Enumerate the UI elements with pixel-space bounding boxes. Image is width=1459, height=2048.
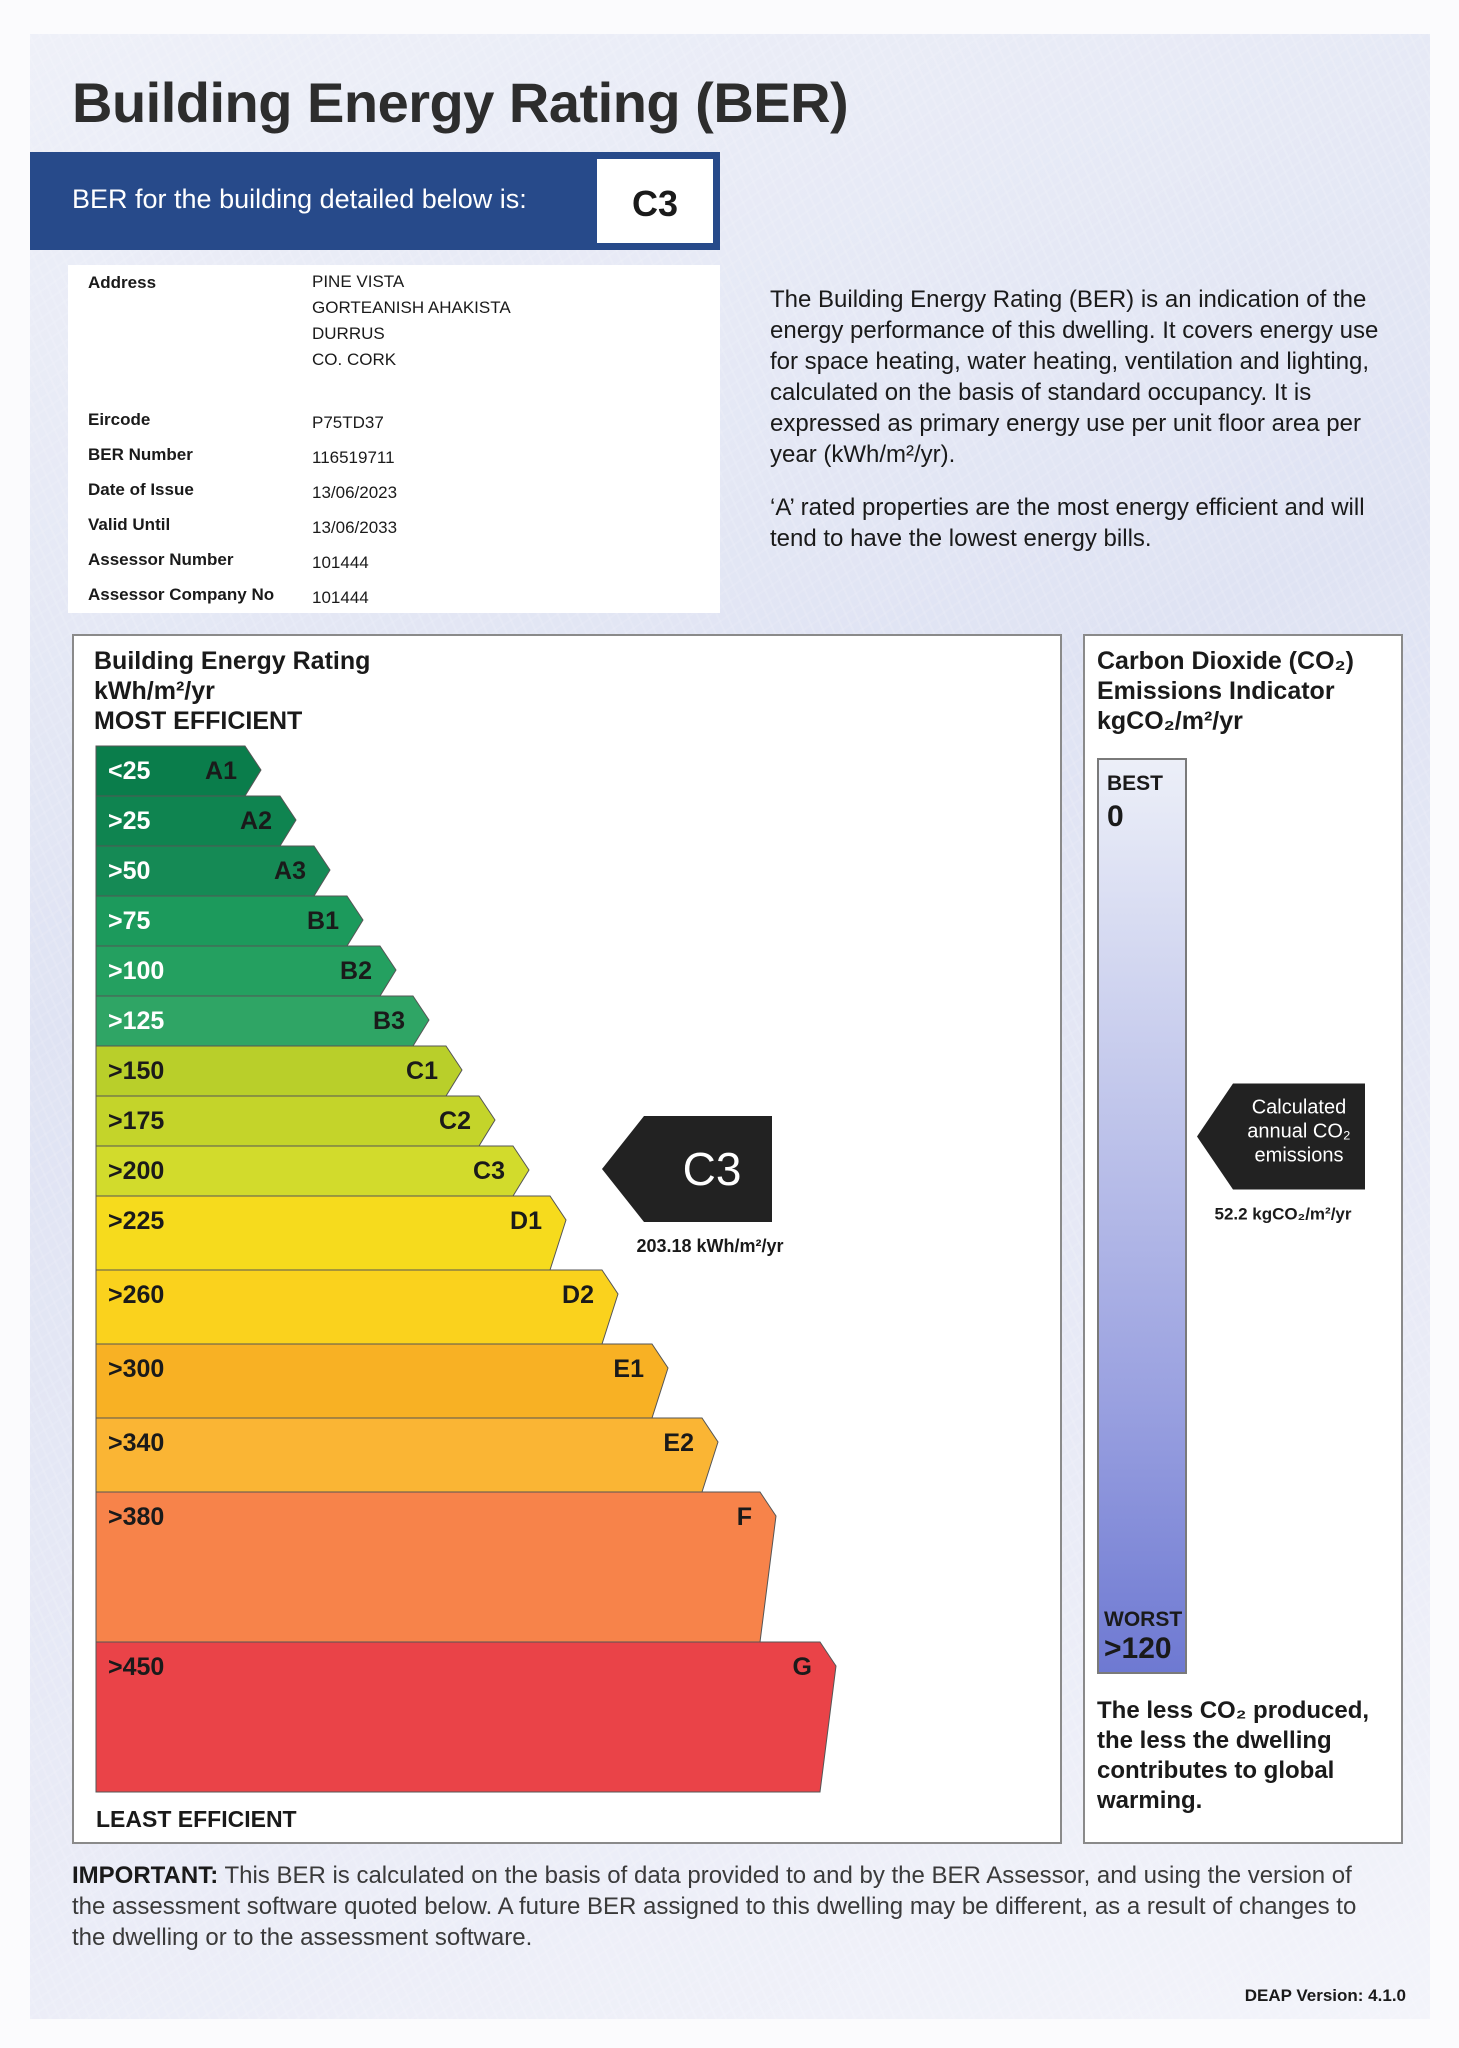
energy-band-grade: E1 xyxy=(613,1355,644,1383)
address-value xyxy=(312,269,712,373)
energy-band-grade: D2 xyxy=(562,1281,594,1309)
energy-rating-scale xyxy=(72,634,1062,1844)
co2-worst-value: >120 xyxy=(1104,1632,1172,1665)
energy-band-g xyxy=(96,1642,836,1792)
energy-band-d1 xyxy=(96,1196,566,1270)
co2-marker-label: annual CO₂ xyxy=(1247,1120,1351,1143)
energy-band-range: >450 xyxy=(108,1653,165,1681)
energy-band-range: <25 xyxy=(108,757,151,785)
address-label: Address xyxy=(88,273,157,292)
energy-band-range: >200 xyxy=(108,1157,165,1185)
co2-heading-title: Carbon Dioxide (CO₂) xyxy=(1097,647,1354,675)
energy-band-grade: A3 xyxy=(274,857,306,885)
energy-band-grade: D1 xyxy=(510,1207,542,1235)
important-text: This BER is calculated on the basis of data provided to and by the BER Assessor, and using the version of the assessment software quoted below. A future BER assigned to this dwelling may be different, as a result of changes to the dwelling or to the assessment software. xyxy=(72,1862,1357,1951)
energy-band-grade: F xyxy=(736,1503,752,1531)
ber-rating-box xyxy=(594,156,716,246)
energy-band-range: >125 xyxy=(108,1007,165,1035)
least-efficient-label: LEAST EFFICIENT xyxy=(96,1806,297,1832)
co2-heading-subtitle: Emissions Indicator xyxy=(1097,677,1335,705)
energy-band-range: >150 xyxy=(108,1057,165,1085)
detail-value: 116519711 xyxy=(312,448,395,467)
detail-value: 101444 xyxy=(312,588,369,607)
energy-band-e1 xyxy=(96,1344,668,1418)
energy-band-range: >380 xyxy=(108,1503,165,1531)
description-paragraph: ‘A’ rated properties are the most energy efficient and will tend to have the lowest energy bills. xyxy=(770,494,1365,552)
energy-band-e2 xyxy=(96,1418,718,1492)
detail-value: 13/06/2023 xyxy=(312,483,398,502)
current-rating-grade: C3 xyxy=(682,1143,742,1195)
energy-band-range: >25 xyxy=(108,807,151,835)
important-notice xyxy=(72,1860,1372,1953)
co2-best-label: BEST xyxy=(1107,772,1164,795)
address-line: GORTEANISH AHAKISTA xyxy=(312,298,511,317)
energy-band-range: >50 xyxy=(108,857,151,885)
energy-band-grade: E2 xyxy=(663,1429,694,1457)
energy-band-chart xyxy=(74,636,1060,1842)
energy-band-range: >225 xyxy=(108,1207,165,1235)
scale-heading-title: Building Energy Rating xyxy=(94,647,371,675)
energy-band-range: >175 xyxy=(108,1107,165,1135)
detail-value: 101444 xyxy=(312,553,369,572)
energy-band-range: >75 xyxy=(108,907,151,935)
co2-marker-label: emissions xyxy=(1254,1144,1344,1167)
energy-band-grade: A1 xyxy=(205,757,237,785)
important-lead: IMPORTANT: xyxy=(72,1862,219,1889)
detail-label: BER Number xyxy=(88,445,193,464)
energy-band-grade: G xyxy=(792,1653,812,1681)
co2-marker-value: 52.2 kgCO₂/m²/yr xyxy=(1214,1204,1352,1224)
energy-band-grade: A2 xyxy=(240,807,272,835)
detail-label: Date of Issue xyxy=(88,480,194,499)
detail-label: Assessor Number xyxy=(88,550,234,569)
energy-band-grade: B3 xyxy=(373,1007,405,1035)
co2-worst-label: WORST xyxy=(1104,1608,1183,1631)
energy-band-grade: C2 xyxy=(439,1107,471,1135)
detail-value: 13/06/2033 xyxy=(312,518,398,537)
scale-heading-unit: kWh/m²/yr xyxy=(94,677,215,705)
energy-band-range: >300 xyxy=(108,1355,165,1383)
energy-band-range: >100 xyxy=(108,957,165,985)
address-line: PINE VISTA xyxy=(312,272,405,291)
page-title: Building Energy Rating (BER) xyxy=(72,71,849,134)
co2-footer-text: The less CO₂ produced, the less the dwelling contributes to global warming. xyxy=(1097,1697,1370,1814)
energy-band-range: >340 xyxy=(108,1429,165,1457)
co2-marker-label: Calculated xyxy=(1251,1096,1347,1119)
detail-label: Valid Until xyxy=(88,515,171,534)
ber-banner xyxy=(30,152,720,250)
co2-heading-unit: kgCO₂/m²/yr xyxy=(1097,707,1243,735)
energy-band-grade: B1 xyxy=(307,907,339,935)
detail-label: Eircode xyxy=(88,410,151,429)
energy-band-grade: C1 xyxy=(406,1057,438,1085)
deap-version: DEAP Version: 4.1.0 xyxy=(1244,1986,1406,2005)
address-line: CO. CORK xyxy=(312,350,397,369)
building-details xyxy=(68,265,720,613)
energy-band-grade: C3 xyxy=(473,1157,505,1185)
co2-marker-layer xyxy=(1085,636,1401,1842)
ber-banner-label: BER for the building detailed below is: xyxy=(72,184,527,214)
ber-description xyxy=(770,284,1410,576)
energy-band-grade: B2 xyxy=(340,957,372,985)
co2-best-value: 0 xyxy=(1107,800,1124,833)
energy-band-f xyxy=(96,1492,776,1642)
detail-label: Assessor Company No xyxy=(88,585,275,604)
energy-band-d2 xyxy=(96,1270,618,1344)
address-line: DURRUS xyxy=(312,324,385,343)
detail-value: P75TD37 xyxy=(312,413,384,432)
ber-rating-value: C3 xyxy=(631,183,679,224)
co2-indicator xyxy=(1083,634,1403,1844)
current-rating-value: 203.18 kWh/m²/yr xyxy=(636,1236,784,1256)
description-paragraph: The Building Energy Rating (BER) is an indication of the energy performance of this dwelling. It covers energy use for space heating, water heating, ventilation and lighting, calculated on the basis of standard occupancy. It is expressed as primary energy use per unit floor area per year (kWh/m²/yr). xyxy=(770,286,1379,468)
scale-heading-most-efficient: MOST EFFICIENT xyxy=(94,707,303,735)
energy-band-range: >260 xyxy=(108,1281,165,1309)
